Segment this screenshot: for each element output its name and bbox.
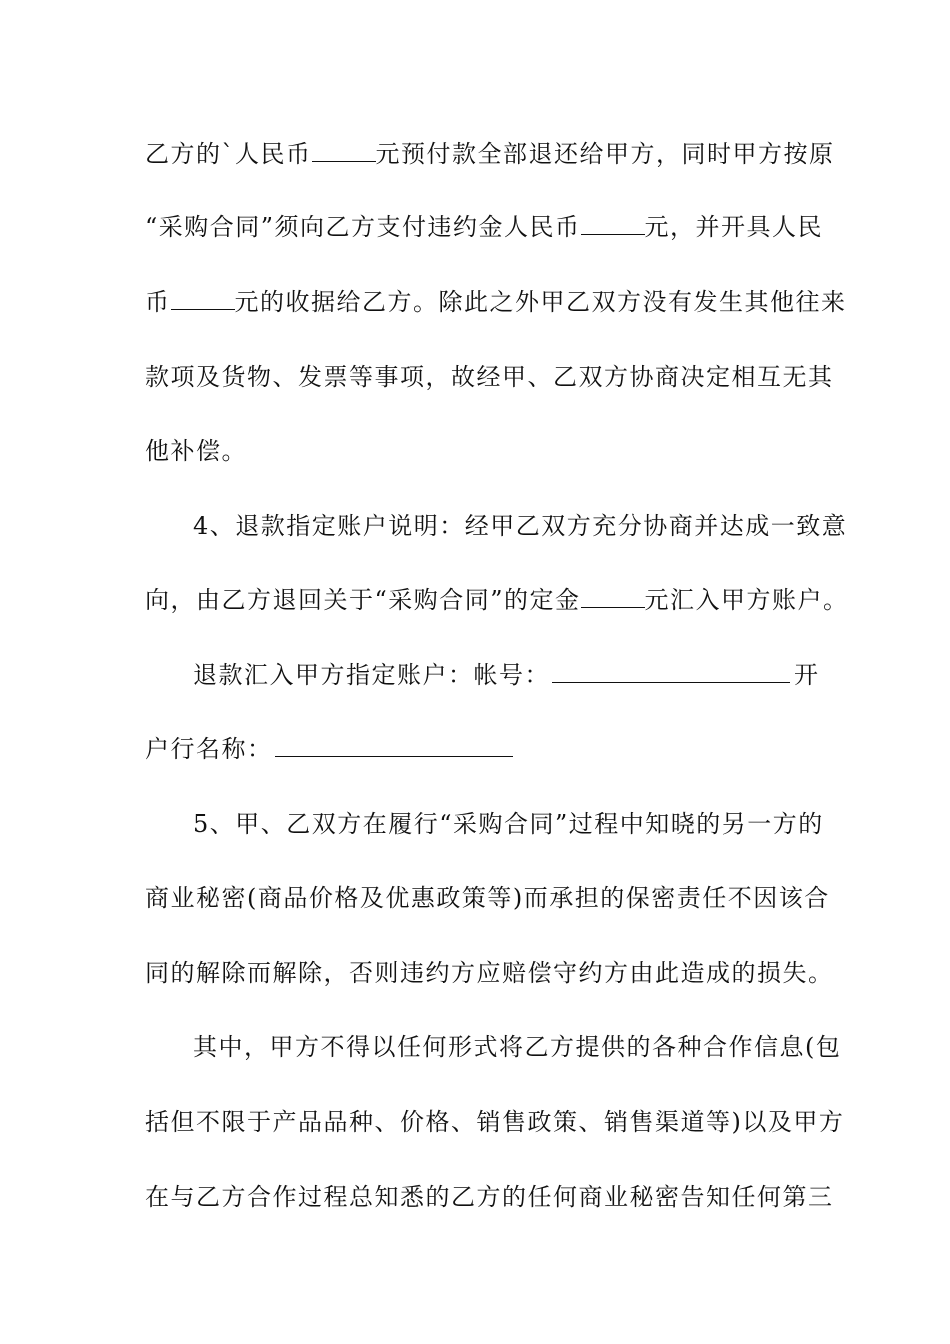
paragraph-line-12	[145, 957, 834, 989]
text-segment: 括但不限于产品品种、价格、销售政策、销售渠道等)以及甲方	[145, 1108, 845, 1136]
text-segment: 元，并开具人民	[644, 213, 824, 241]
paragraph-line-13	[193, 1031, 842, 1063]
paragraph-line-5	[145, 435, 810, 467]
blank-underline	[581, 212, 645, 235]
text-segment: 向，由乙方退回关于“采购合同”的定金	[145, 586, 581, 614]
account-number-blank	[552, 660, 790, 683]
text-segment: 同的解除而解除，否则违约方应赔偿守约方由此造成的损失。	[145, 959, 834, 987]
paragraph-line-3	[145, 286, 847, 318]
blank-underline	[581, 585, 645, 608]
text-segment: 元汇入甲方账户。	[644, 586, 849, 614]
paragraph-line-10	[193, 808, 824, 840]
paragraph-line-8	[193, 659, 820, 691]
text-segment: “采购合同”须向乙方支付违约金人民币	[145, 213, 581, 241]
paragraph-line-4	[145, 361, 834, 393]
paragraph-line-2	[145, 211, 824, 243]
paragraph-line-6	[193, 510, 848, 542]
paragraph-line-9	[145, 733, 810, 765]
paragraph-line-7	[145, 584, 849, 616]
paragraph-line-11	[145, 882, 830, 914]
text-segment: 商业秘密(商品价格及优惠政策等)而承担的保密责任不因该合	[145, 884, 830, 912]
text-segment: 币	[145, 288, 171, 316]
text-segment: 退款汇入甲方指定账户：帐号：	[193, 661, 550, 689]
blank-underline	[312, 139, 376, 162]
text-segment: 开	[794, 661, 820, 689]
text-segment: 4、退款指定账户说明：经甲乙双方充分协商并达成一致意	[193, 512, 848, 540]
text-segment: 元的收据给乙方。除此之外甲乙双方没有发生其他往来	[234, 288, 847, 316]
paragraph-line-15	[145, 1181, 834, 1213]
text-segment: 他补偿。	[145, 437, 247, 465]
blank-underline	[171, 287, 235, 310]
text-segment: 户行名称：	[145, 735, 273, 763]
text-segment: 在与乙方合作过程总知悉的乙方的任何商业秘密告知任何第三	[145, 1183, 834, 1211]
text-segment: 其中，甲方不得以任何形式将乙方提供的各种合作信息(包	[193, 1033, 842, 1061]
text-segment: 5、甲、乙双方在履行“采购合同”过程中知晓的另一方的	[193, 810, 824, 838]
text-segment: 乙方的`人民币	[145, 140, 312, 168]
paragraph-line-14	[145, 1106, 845, 1138]
bank-name-blank	[275, 734, 513, 757]
text-segment: 款项及货物、发票等事项，故经甲、乙双方协商决定相互无其	[145, 363, 834, 391]
text-segment: 元预付款全部退还给甲方，同时甲方按原	[375, 140, 835, 168]
paragraph-line-1	[145, 138, 835, 170]
